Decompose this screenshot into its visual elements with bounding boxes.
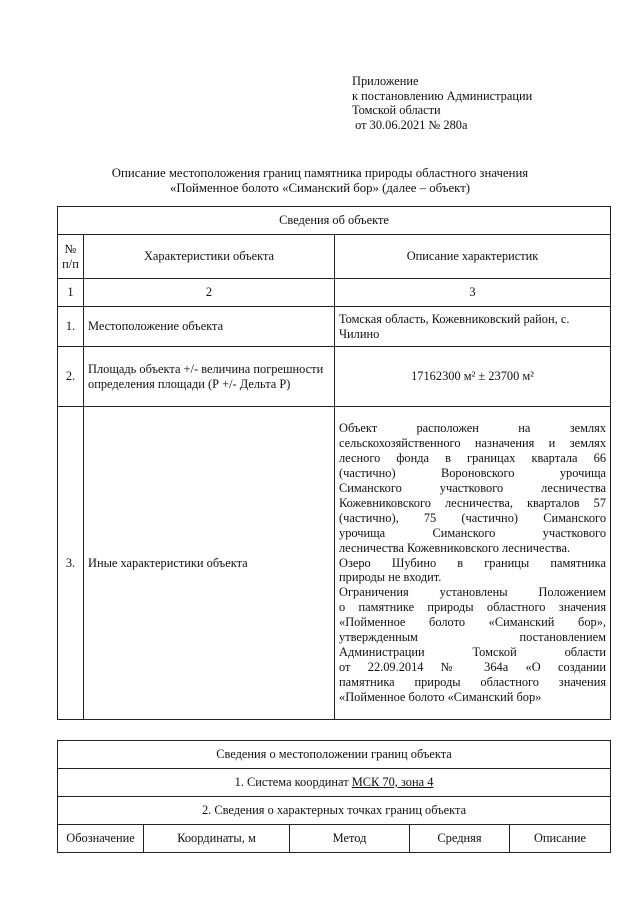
desc-line: «Пойменное болото «Симанский бор», <box>339 615 607 630</box>
document-title <box>0 166 640 196</box>
appendix-line: Приложение <box>352 74 419 88</box>
header-method: Метод <box>290 825 410 853</box>
appendix-block <box>352 74 532 132</box>
desc-line: от 22.09.2014 № 364а «О создании <box>339 659 607 674</box>
desc-line: природы не входит. <box>339 570 442 585</box>
header-mean: Средняя <box>410 825 510 853</box>
object-info-table <box>57 206 611 720</box>
index-cell: 1 <box>58 279 84 307</box>
desc-line: Ограничения установлены Положением <box>339 585 607 600</box>
appendix-line: от 30.06.2021 № 280а <box>352 117 468 132</box>
desc-line: лесного фонда в границах квартала 66 <box>339 451 607 466</box>
desc-line: Администрации Томской области <box>339 644 607 659</box>
coord-prefix: 1. Система координат <box>234 775 352 789</box>
row-description <box>335 407 611 720</box>
header-designation: Обозначение <box>58 825 144 853</box>
header-coordinates: Координаты, м <box>144 825 290 853</box>
desc-line: урочища Симанского участкового <box>339 525 607 540</box>
row-number: 2. <box>58 347 84 407</box>
coord-system-name: МСК 70, зона 4 <box>351 775 434 789</box>
desc-line: сельскохозяйственного назначения и землях <box>339 436 607 451</box>
desc-line: утвержденным постановлением <box>339 630 607 645</box>
title-line-1: Описание местоположения границ памятника природы областного значения <box>111 166 529 180</box>
header-characteristics: Характеристики объекта <box>84 235 335 279</box>
row-description: Томская область, Кожевниковский район, с. Чилино <box>335 307 611 347</box>
row-number: 1. <box>58 307 84 347</box>
index-cell: 2 <box>84 279 335 307</box>
object-table-caption: Сведения об объекте <box>58 207 611 235</box>
table-row <box>58 307 611 347</box>
desc-line: «Пойменное болото «Симанский бор» <box>339 689 542 704</box>
row-description: 17162300 м² ± 23700 м² <box>335 347 611 407</box>
row-number: 3. <box>58 407 84 720</box>
desc-line: памятника природы областного значения <box>339 674 607 689</box>
header-description: Описание <box>510 825 611 853</box>
coordinate-system-row <box>58 769 611 797</box>
desc-line: Кожевниковского лесничества, кварталов 57 <box>339 495 607 510</box>
desc-line: лесничества Кожевниковского лесничества. <box>339 540 571 555</box>
header-description: Описание характеристик <box>335 235 611 279</box>
title-line-2: «Пойменное болото «Симанский бор» (далее – объект) <box>169 181 471 195</box>
desc-line: Объект расположен на землях <box>339 421 607 436</box>
desc-line: (частично), 75 (частично) Симанского <box>339 510 607 525</box>
boundary-info-table <box>57 740 611 853</box>
table-row <box>58 407 611 720</box>
row-characteristic: Местоположение объекта <box>84 307 335 347</box>
index-cell: 3 <box>335 279 611 307</box>
header-num: № п/п <box>58 235 84 279</box>
row-characteristic: Иные характеристики объекта <box>84 407 335 720</box>
desc-line: Озеро Шубино в границы памятника <box>339 555 607 570</box>
desc-line: Симанского участкового лесничества <box>339 481 607 496</box>
row-characteristic: Площадь объекта +/- величина погрешности определения площади (Р +/- Дельта Р) <box>84 347 335 407</box>
desc-line: о памятнике природы областного значения <box>339 600 607 615</box>
appendix-line: Томской области <box>352 103 441 117</box>
table-row <box>58 347 611 407</box>
desc-line: (частично) Вороновского урочища <box>339 466 607 481</box>
boundary-table-caption: Сведения о местоположении границ объекта <box>58 741 611 769</box>
appendix-line: к постановлению Администрации <box>352 88 533 103</box>
points-caption: 2. Сведения о характерных точках границ объекта <box>58 797 611 825</box>
